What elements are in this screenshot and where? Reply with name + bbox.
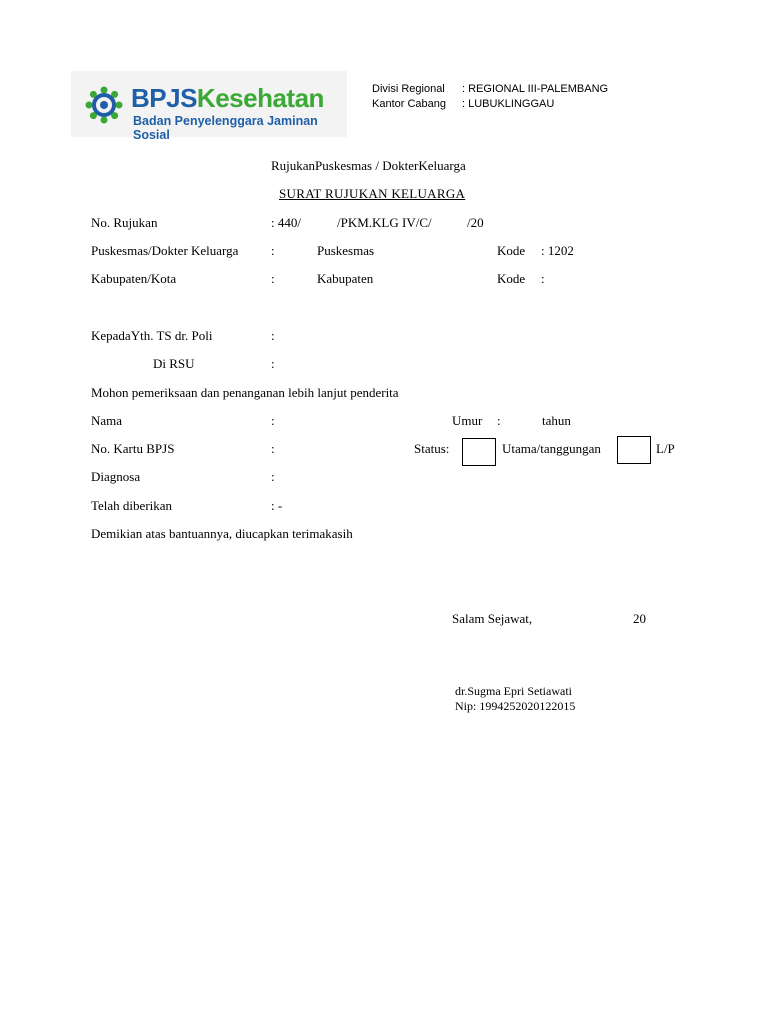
- kabupaten-label: Kabupaten/Kota: [91, 271, 177, 286]
- divisi-value: : REGIONAL III-PALEMBANG: [462, 83, 609, 95]
- divisi-label: Divisi Regional: [372, 83, 445, 95]
- kepada-colon: :: [271, 328, 275, 343]
- diberikan-label: Telah diberikan: [91, 498, 173, 513]
- year-text: 20: [633, 611, 646, 626]
- bpjs-emblem-icon: [84, 85, 124, 125]
- kabupaten-kode-label: Kode: [497, 271, 526, 286]
- diagnosa-label: Diagnosa: [91, 469, 141, 484]
- lp-label: L/P: [656, 441, 675, 456]
- bpjs-logo: [71, 71, 347, 142]
- kantor-value: : LUBUKLINGGAU: [462, 98, 555, 110]
- kabupaten-kode-value: :: [541, 271, 545, 286]
- kepada-label: KepadaYth. TS dr. Poli: [91, 328, 213, 343]
- title-surat: SURAT RUJUKAN KELUARGA: [279, 186, 466, 201]
- utama-label: Utama/tanggungan: [502, 441, 601, 456]
- doctor-name: dr.Sugma Epri Setiawati: [455, 684, 572, 698]
- nama-colon: :: [271, 413, 275, 428]
- no-rujukan-part3: /20: [467, 215, 484, 230]
- di-rsu-colon: :: [271, 356, 275, 371]
- kabupaten-colon: :: [271, 271, 275, 286]
- kabupaten-value: Kabupaten: [317, 271, 374, 286]
- puskesmas-kode-value: : 1202: [541, 243, 574, 258]
- logo-subtitle: Badan Penyelenggara Jaminan Sosial: [133, 114, 318, 142]
- doctor-nip: Nip: 1994252020122015: [455, 699, 576, 713]
- logo-wordmark: BPJSKesehatan: [131, 83, 324, 113]
- nama-label: Nama: [91, 413, 123, 428]
- status-label: Status:: [414, 441, 450, 456]
- status-checkbox[interactable]: [462, 438, 496, 466]
- umur-colon: :: [497, 413, 501, 428]
- puskesmas-kode-label: Kode: [497, 243, 526, 258]
- kartu-colon: :: [271, 441, 275, 456]
- puskesmas-colon: :: [271, 243, 275, 258]
- tahun-label: tahun: [542, 413, 571, 428]
- umur-label: Umur: [452, 413, 483, 428]
- puskesmas-value: Puskesmas: [317, 243, 375, 258]
- mohon-text: Mohon pemeriksaan dan penanganan lebih lanjut penderita: [91, 385, 399, 400]
- no-rujukan-value: : 440/: [271, 215, 301, 230]
- di-rsu-label: Di RSU: [153, 356, 195, 371]
- salam-text: Salam Sejawat,: [452, 611, 533, 626]
- kantor-label: Kantor Cabang: [372, 98, 446, 110]
- diagnosa-colon: :: [271, 469, 275, 484]
- no-rujukan-label: No. Rujukan: [91, 215, 158, 230]
- title-rujukan: RujukanPuskesmas / DokterKeluarga: [271, 158, 466, 173]
- no-rujukan-part2: /PKM.KLG IV/C/: [337, 215, 432, 230]
- demikian-text: Demikian atas bantuannya, diucapkan terimakasih: [91, 526, 353, 541]
- puskesmas-label: Puskesmas/Dokter Keluarga: [91, 243, 239, 258]
- kartu-label: No. Kartu BPJS: [91, 441, 175, 456]
- diberikan-value: : -: [271, 498, 283, 513]
- tanggungan-checkbox[interactable]: [617, 436, 651, 464]
